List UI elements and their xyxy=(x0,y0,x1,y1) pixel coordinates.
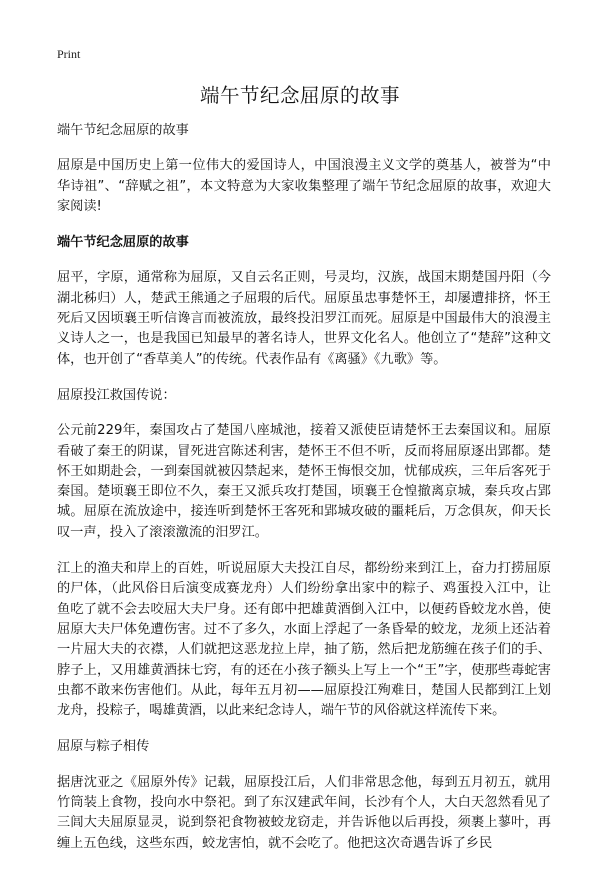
legend-paragraph-3: 据唐沈亚之《屈原外传》记载，屈原投江后，人们非常思念他，每到五月初五，就用竹筒装上食物，投向水中祭祀。到了东汉建武年间，长沙有个人，大白天忽然看见了三闾大夫屈原显灵，说到祭祀食物被蛟龙窃走，并告诉他以后再投，须裹上蓼叶，再缠上五色线，这些东西，蛟龙害怕，就不会吃了。他把这次奇遇告诉了乡民 xyxy=(57,774,551,851)
section-heading: 端午节纪念屈原的故事 xyxy=(57,235,189,251)
legend-paragraph-1: 公元前229年，秦国攻占了楚国八座城池，接着又派使臣请楚怀王去秦国议和。屈原看破了秦王的阴谋，冒死进宫陈述利害，楚怀王不但不听，反而将屈原逐出郢都。楚怀王如期赴会，一到秦国就被囚禁起来，楚怀王悔恨交加，忧郁成疾，三年后客死于秦国。楚顷襄王即位不久，秦王又派兵攻打楚国，顷襄王仓惶撤离京城，秦兵攻占郢城。屈原在流放途中，接连听到楚怀王客死和郢城攻破的噩耗后，万念俱灰，仰天长叹一声，投入了滚滚激流的汨罗江。 xyxy=(57,423,551,540)
article-body xyxy=(57,121,551,870)
intro-paragraph: 屈原是中国历史上第一位伟大的爱国诗人，中国浪漫主义文学的奠基人，被誉为“中华诗祖”、“辞赋之祖”，本文特意为大家收集整理了端午节纪念屈原的故事，欢迎大家阅读! xyxy=(57,158,551,214)
biography-paragraph: 屈平，字原，通常称为屈原，又自云名正则，号灵均，汉族，战国末期楚国丹阳（今湖北秭归）人，楚武王熊通之子屈瑕的后代。屈原虽忠事楚怀王，却屡遭排挤，怀王死后又因顷襄王听信谗言而被流放，最终投汨罗江而死。屈原是中国最伟大的浪漫主义诗人之一，也是我国已知最早的著名诗人，世界文化名人。他创立了“楚辞”这种文体，也开创了“香草美人”的传统。代表作品有《离骚》《九歌》等。 xyxy=(57,270,551,367)
document-title: 端午节纪念屈原的故事 xyxy=(199,84,400,107)
article-subtitle: 端午节纪念屈原的故事 xyxy=(57,123,189,138)
legend-heading-drowning: 屈原投江救国传说： xyxy=(57,387,176,403)
print-link[interactable]: Print xyxy=(57,47,81,61)
legend-heading-zongzi: 屈原与粽子相传 xyxy=(57,739,150,755)
legend-paragraph-2: 江上的渔夫和岸上的百姓，听说屈原大夫投江自尽，都纷纷来到江上，奋力打捞屈原的尸体，（此风俗日后演变成赛龙舟）人们纷纷拿出家中的粽子、鸡蛋投入江中，让鱼吃了就不会去咬屈大夫尸身。还有郎中把雄黄酒倒入江中，以便药昏蛟龙水兽，使屈原大夫尸体免遭伤害。过不了多久，水面上浮起了一条昏晕的蛟龙，龙须上还沾着一片屈大夫的衣襟，人们就把这恶龙拉上岸，抽了筋，然后把龙筋缠在孩子们的手、脖子上，又用雄黄酒抹七窍，有的还在小孩子额头上写上一个“王”字，使那些毒蛇害虫都不敢来伤害他们。从此，每年五月初——屈原投江殉难日，楚国人民都到江上划龙舟，投粽子，喝雄黄酒，以此来纪念诗人，端午节的风俗就这样流传下来。 xyxy=(57,561,551,719)
